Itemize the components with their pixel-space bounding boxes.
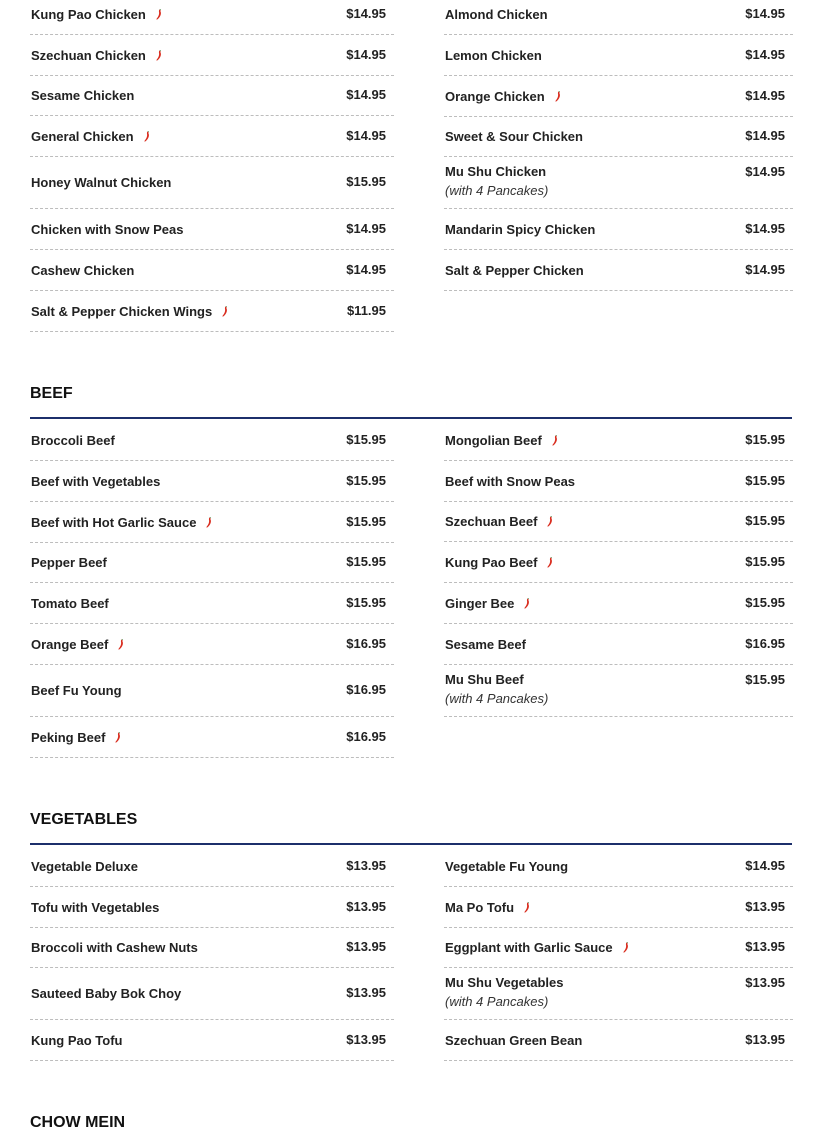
menu-item[interactable] xyxy=(444,420,793,461)
item-name xyxy=(31,304,229,319)
item-price: $15.95 xyxy=(346,554,386,569)
chili-pepper-icon xyxy=(523,598,531,609)
menu-item[interactable] xyxy=(30,157,394,209)
menu-item[interactable] xyxy=(30,624,394,665)
item-name xyxy=(445,940,630,955)
item-price: $14.95 xyxy=(346,87,386,102)
chili-pepper-icon xyxy=(551,435,559,446)
item-name-text: Honey Walnut Chicken xyxy=(31,175,172,190)
item-name-text: Mu Shu Chicken xyxy=(445,164,547,179)
item-name-text: Mu Shu Vegetables xyxy=(445,975,564,990)
menu-item[interactable] xyxy=(30,420,394,461)
menu-item[interactable] xyxy=(444,117,793,157)
item-name xyxy=(445,89,562,104)
item-name xyxy=(445,596,531,611)
item-price: $15.95 xyxy=(346,174,386,189)
item-name-text: Peking Beef xyxy=(31,730,106,745)
menu-item[interactable] xyxy=(444,502,793,542)
menu-item[interactable] xyxy=(444,928,793,968)
chili-pepper-icon xyxy=(523,902,531,913)
item-name xyxy=(445,263,584,278)
item-name-text: Lemon Chicken xyxy=(445,48,542,63)
item-name-text: Sesame Beef xyxy=(445,637,526,652)
item-name-text: Szechuan Green Bean xyxy=(445,1033,583,1048)
item-name-text: Sweet & Sour Chicken xyxy=(445,129,583,144)
item-name xyxy=(445,859,568,874)
item-name-text: Vegetable Deluxe xyxy=(31,859,138,874)
item-name xyxy=(31,129,151,144)
item-name xyxy=(31,637,125,652)
item-name-text: Ma Po Tofu xyxy=(445,900,515,915)
menu-item[interactable] xyxy=(30,1020,394,1061)
chili-pepper-icon xyxy=(205,517,213,528)
menu-item[interactable] xyxy=(30,209,394,250)
menu-item[interactable] xyxy=(444,461,793,502)
item-name xyxy=(445,222,595,237)
item-note: (with 4 Pancakes) xyxy=(445,994,549,1009)
menu-item[interactable] xyxy=(444,624,793,665)
item-name xyxy=(445,129,583,144)
item-price: $15.95 xyxy=(745,672,785,687)
menu-item[interactable] xyxy=(444,250,793,291)
item-name xyxy=(31,433,115,448)
menu-item[interactable] xyxy=(444,209,793,250)
item-price: $13.95 xyxy=(745,899,785,914)
item-name-text: Beef with Snow Peas xyxy=(445,474,576,489)
section-title-beef: BEEF xyxy=(30,385,73,402)
item-price: $14.95 xyxy=(745,128,785,143)
chili-pepper-icon xyxy=(155,50,163,61)
item-name xyxy=(445,514,554,529)
item-name-text: Pepper Beef xyxy=(31,555,107,570)
item-name xyxy=(445,975,563,990)
menu-item[interactable] xyxy=(444,583,793,624)
item-name-text: Kung Pao Beef xyxy=(445,555,538,570)
item-name xyxy=(31,7,163,22)
item-name-text: Beef Fu Young xyxy=(31,683,122,698)
item-price: $15.95 xyxy=(745,595,785,610)
item-name-text: Beef with Vegetables xyxy=(31,474,161,489)
item-name-text: Mandarin Spicy Chicken xyxy=(445,222,596,237)
chili-pepper-icon xyxy=(622,942,630,953)
item-name-text: Orange Chicken xyxy=(445,89,545,104)
item-name-text: Mongolian Beef xyxy=(445,433,542,448)
menu-item[interactable] xyxy=(30,717,394,758)
item-price: $14.95 xyxy=(745,262,785,277)
menu-item[interactable] xyxy=(30,665,394,717)
item-name-text: Kung Pao Tofu xyxy=(31,1033,123,1048)
item-name xyxy=(31,900,159,915)
menu-item[interactable] xyxy=(444,542,793,583)
menu-item[interactable] xyxy=(30,968,394,1020)
item-name-text: Tofu with Vegetables xyxy=(31,900,160,915)
item-name-text: Orange Beef xyxy=(31,637,109,652)
menu-item[interactable] xyxy=(30,543,394,583)
item-name xyxy=(445,555,554,570)
item-name xyxy=(31,859,138,874)
item-name xyxy=(31,88,134,103)
item-price: $14.95 xyxy=(346,6,386,21)
item-price: $15.95 xyxy=(745,513,785,528)
menu-item[interactable] xyxy=(444,887,793,928)
item-price: $14.95 xyxy=(346,262,386,277)
menu-item[interactable] xyxy=(30,928,394,968)
item-name-text: Chicken with Snow Peas xyxy=(31,222,184,237)
item-price: $13.95 xyxy=(745,939,785,954)
item-name xyxy=(31,1033,122,1048)
menu-item[interactable] xyxy=(444,35,793,76)
item-price: $15.95 xyxy=(346,432,386,447)
item-price: $13.95 xyxy=(745,1032,785,1047)
item-name-text: Cashew Chicken xyxy=(31,263,135,278)
menu-item[interactable] xyxy=(30,116,394,157)
item-price: $13.95 xyxy=(745,975,785,990)
item-name-text: Vegetable Fu Young xyxy=(445,859,569,874)
item-price: $13.95 xyxy=(346,1032,386,1047)
item-price: $15.95 xyxy=(346,595,386,610)
item-name xyxy=(31,986,181,1001)
item-name-text: Sauteed Baby Bok Choy xyxy=(31,986,182,1001)
menu-item[interactable] xyxy=(444,157,793,209)
item-name xyxy=(445,433,559,448)
item-price: $14.95 xyxy=(346,128,386,143)
item-price: $15.95 xyxy=(745,432,785,447)
item-price: $14.95 xyxy=(745,47,785,62)
menu-item[interactable] xyxy=(30,846,394,887)
item-price: $13.95 xyxy=(346,858,386,873)
menu-item[interactable] xyxy=(444,76,793,117)
item-name xyxy=(31,940,198,955)
item-name-text: Beef with Hot Garlic Sauce xyxy=(31,515,197,530)
chili-pepper-icon xyxy=(546,557,554,568)
menu-item[interactable] xyxy=(30,502,394,543)
item-price: $16.95 xyxy=(745,636,785,651)
item-price: $16.95 xyxy=(346,636,386,651)
item-name-text: Kung Pao Chicken xyxy=(31,7,146,22)
item-name-text: Sesame Chicken xyxy=(31,88,135,103)
item-name xyxy=(445,637,526,652)
item-price: $13.95 xyxy=(346,939,386,954)
item-name xyxy=(445,900,531,915)
item-name-text: Almond Chicken xyxy=(445,7,548,22)
item-name xyxy=(31,48,163,63)
menu-item[interactable] xyxy=(444,1020,793,1061)
item-name xyxy=(31,555,107,570)
menu-item[interactable] xyxy=(30,887,394,928)
item-price: $14.95 xyxy=(346,221,386,236)
item-note: (with 4 Pancakes) xyxy=(445,691,549,706)
item-name xyxy=(31,175,171,190)
item-price: $15.95 xyxy=(745,554,785,569)
item-name xyxy=(445,672,524,687)
item-name xyxy=(445,164,546,179)
item-name-text: Szechuan Beef xyxy=(445,514,538,529)
item-name-text: Salt & Pepper Chicken Wings xyxy=(31,304,213,319)
item-price: $16.95 xyxy=(346,729,386,744)
menu-item[interactable] xyxy=(30,583,394,624)
chili-pepper-icon xyxy=(155,9,163,20)
item-name-text: Szechuan Chicken xyxy=(31,48,146,63)
item-name xyxy=(31,515,213,530)
chili-pepper-icon xyxy=(546,516,554,527)
item-name xyxy=(445,474,575,489)
section-divider xyxy=(30,417,792,419)
item-name xyxy=(31,683,122,698)
item-name xyxy=(445,1033,582,1048)
menu-item[interactable] xyxy=(30,250,394,291)
chili-pepper-icon xyxy=(221,306,229,317)
item-name-text: Salt & Pepper Chicken xyxy=(445,263,584,278)
item-name xyxy=(445,48,542,63)
item-price: $13.95 xyxy=(346,899,386,914)
section-title-chow-mein: CHOW MEIN xyxy=(30,1114,126,1131)
item-price: $14.95 xyxy=(346,47,386,62)
item-name-text: Tomato Beef xyxy=(31,596,109,611)
menu-item[interactable] xyxy=(30,461,394,502)
menu-item[interactable] xyxy=(444,665,793,717)
item-note: (with 4 Pancakes) xyxy=(445,183,549,198)
item-name xyxy=(31,730,122,745)
menu-item[interactable] xyxy=(444,846,793,887)
menu-item[interactable] xyxy=(444,0,793,35)
item-name xyxy=(31,222,183,237)
item-name xyxy=(31,263,134,278)
item-name-text: Mu Shu Beef xyxy=(445,672,524,687)
item-price: $14.95 xyxy=(745,221,785,236)
menu-item[interactable] xyxy=(30,291,394,332)
item-price: $14.95 xyxy=(745,858,785,873)
item-price: $15.95 xyxy=(745,473,785,488)
item-price: $15.95 xyxy=(346,514,386,529)
item-price: $11.95 xyxy=(346,303,386,318)
item-name-text: Ginger Bee xyxy=(445,596,515,611)
item-price: $13.95 xyxy=(346,985,386,1000)
item-price: $14.95 xyxy=(745,88,785,103)
chili-pepper-icon xyxy=(117,639,125,650)
section-divider xyxy=(30,843,792,845)
menu-item[interactable] xyxy=(30,0,394,35)
chili-pepper-icon xyxy=(143,131,151,142)
item-price: $15.95 xyxy=(346,473,386,488)
item-price: $14.95 xyxy=(745,6,785,21)
item-name-text: Broccoli with Cashew Nuts xyxy=(31,940,198,955)
menu-item[interactable] xyxy=(30,35,394,76)
item-name xyxy=(445,7,548,22)
item-price: $16.95 xyxy=(346,682,386,697)
item-price: $14.95 xyxy=(745,164,785,179)
item-name-text: General Chicken xyxy=(31,129,134,144)
menu-item[interactable] xyxy=(30,76,394,116)
item-name xyxy=(31,596,109,611)
item-name-text: Eggplant with Garlic Sauce xyxy=(445,940,613,955)
chili-pepper-icon xyxy=(114,732,122,743)
item-name-text: Broccoli Beef xyxy=(31,433,115,448)
menu-item[interactable] xyxy=(444,968,793,1020)
item-name xyxy=(31,474,160,489)
section-title-vegetables: VEGETABLES xyxy=(30,811,138,828)
chili-pepper-icon xyxy=(554,91,562,102)
